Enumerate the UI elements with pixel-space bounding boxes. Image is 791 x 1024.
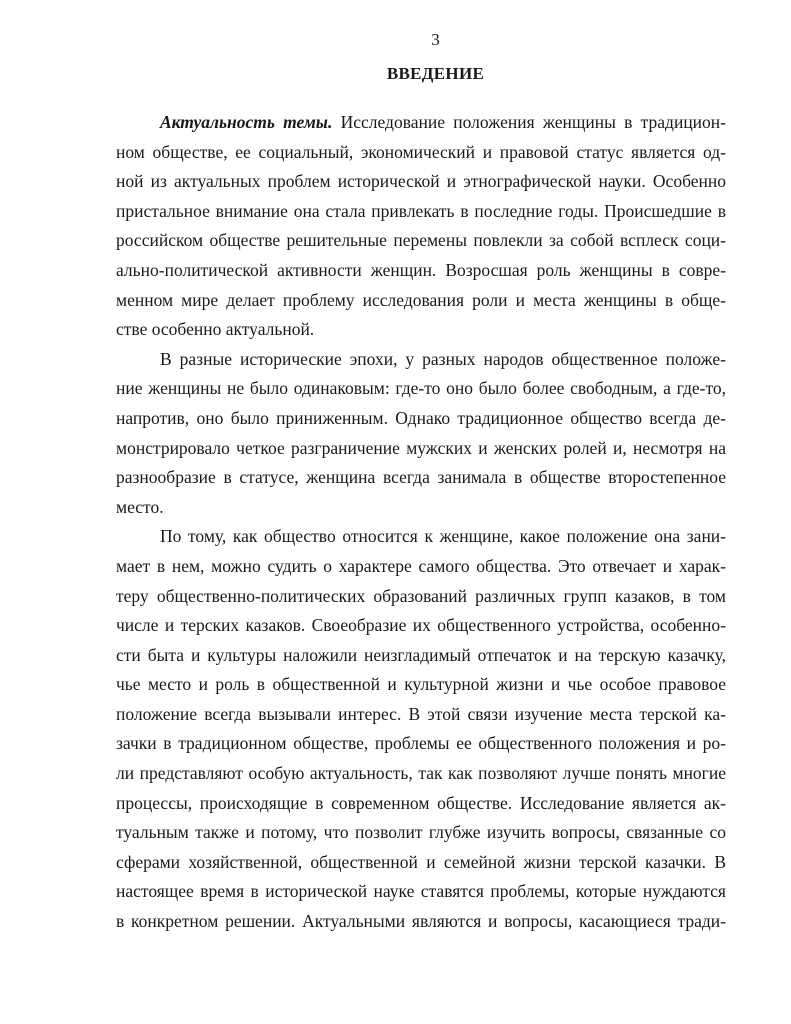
text-line: стве особенно актуальной. [116, 319, 315, 340]
text-line: сферами хозяйственной, общественной и семейной жизни терской казачки. В [116, 851, 726, 872]
paragraph-2 [116, 345, 726, 523]
text-line: разнообразие в статусе, женщина всегда занимала в обществе второстепенное [116, 467, 726, 488]
text-line: напротив, оно было приниженным. Однако традиционное общество всегда де- [116, 407, 726, 428]
text-line: положение всегда вызывали интерес. В этой связи изучение места терской ка- [116, 703, 726, 724]
text-line: ной из актуальных проблем исторической и этнографической науки. Особенно [116, 171, 726, 192]
text-line: место. [116, 496, 164, 517]
text-line: менном мире делает проблему исследования роли и места женщины в обще- [116, 289, 726, 310]
lead-phrase: Актуальность темы. [160, 112, 333, 132]
text-line: процессы, происходящие в современном обществе. Исследование является ак- [116, 792, 726, 813]
text-line: числе и терских казаков. Своеобразие их общественного устройства, особенно- [116, 615, 726, 636]
text-line: ном обществе, ее социальный, экономический и правовой статус является од- [116, 141, 726, 162]
text-line: чье место и роль в общественной и культурной жизни и чье особое правовое [116, 674, 726, 695]
text-line: настоящее время в исторической науке ставятся проблемы, которые нуждаются [116, 881, 726, 902]
text-line: мает в нем, можно судить о характере самого общества. Это отвечает и харак- [116, 555, 726, 576]
text-line: ально-политической активности женщин. Возросшая роль женщины в совре- [116, 259, 726, 280]
text-line: зачки в традиционном обществе, проблемы ее общественного положения и ро- [116, 733, 726, 754]
text-line: ние женщины не было одинаковым: где-то оно было более свободным, а где-то, [116, 378, 726, 399]
paragraph-1 [116, 108, 726, 345]
section-heading: ВВЕДЕНИЕ [386, 64, 485, 83]
text-line: Актуальность темы. Исследование положения женщины в традицион- [160, 112, 726, 132]
text-line: По тому, как общество относится к женщине, какое положение она зани- [160, 526, 726, 547]
text-line: в конкретном решении. Актуальными являются и вопросы, касающиеся тради- [116, 911, 726, 932]
page-number: 3 [431, 30, 440, 49]
text-line: российском обществе решительные перемены повлекли за собой всплеск соци- [116, 230, 726, 251]
text-line: туальным также и потому, что позволит глубже изучить вопросы, связанные со [116, 822, 726, 843]
text-line: сти быта и культуры наложили неизгладимый отпечаток и на терскую казачку, [116, 644, 726, 665]
text-line: теру общественно-политических образований различных групп казаков, в том [116, 585, 726, 606]
body-text [116, 108, 726, 937]
text-line: В разные исторические эпохи, у разных народов общественное положе- [160, 348, 726, 369]
text-line: пристальное внимание она стала привлекать в последние годы. Происшедшие в [116, 200, 726, 221]
text-line: монстрировало четкое разграничение мужских и женских ролей и, несмотря на [116, 437, 726, 458]
paragraph-3 [116, 522, 726, 936]
text-line: ли представляют особую актуальность, так как позволяют лучше понять многие [116, 763, 726, 784]
